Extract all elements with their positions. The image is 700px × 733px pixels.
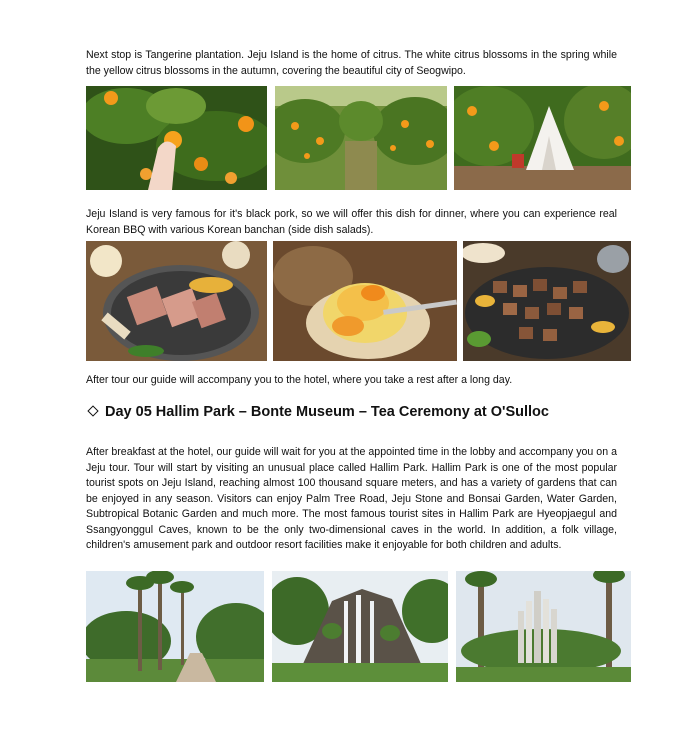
tangerine-picking-photo (86, 86, 267, 190)
tangerine-tent-photo (454, 86, 631, 190)
grilled-pork-photo (463, 241, 631, 361)
stone-sculpture-photo (456, 571, 631, 682)
pork-grill-photo (86, 241, 267, 361)
bbq-photo-row (86, 241, 631, 361)
hotel-sentence: After tour our guide will accompany you to the hotel, where you take a rest after a long day. (86, 374, 513, 386)
waterfall-garden-photo (272, 571, 448, 682)
tangerine-orchard-photo (275, 86, 447, 190)
palm-tree-road-photo (86, 571, 264, 682)
hallim-park-photo-row (86, 571, 631, 682)
day05-heading (86, 404, 549, 420)
egg-side-dish-photo (273, 241, 457, 361)
bbq-paragraph: Jeju Island is very famous for it's black pork, so we will offer this dish for dinner, where you can experience real Korean BBQ with various Korean banchan (side dish salads). (86, 208, 617, 236)
diamond-bullet-icon (87, 405, 98, 416)
day05-paragraph: After breakfast at the hotel, our guide will wait for you at the appointed time in the lobby and accompany you on a Jeju tour. Tour will start by visiting an unusual place called Hallim Park. Hallim Park is one of the most popular tourist spots on Jeju Island, reaching almost 100 thousand square meters, and has a variety of gardens that can be enjoyed in any season. Visitors can enjoy Palm Tree Road, Jeju Stone and Bonsai Garden, Water Garden, Subtropical Botanic Garden and much more. The most famous tourist sites in Hallim Park are Hyeopjaegul and Ssangyonggul Caves, known to be the only two-dimensional caves in the world. In addition, a folk village, children's amusement park and outdoor resort facilities make it enjoyable for both children and adults. (86, 446, 617, 551)
day05-heading-text: Day 05 Hallim Park – Bonte Museum – Tea Ceremony at O'Sulloc (105, 404, 549, 420)
tangerine-photo-row (86, 86, 631, 190)
intro-paragraph: Next stop is Tangerine plantation. Jeju Island is the home of citrus. The white citrus blossoms in the spring while the yellow citrus blossoms in the autumn, covering the beautiful city of Seogwipo. (86, 49, 617, 77)
